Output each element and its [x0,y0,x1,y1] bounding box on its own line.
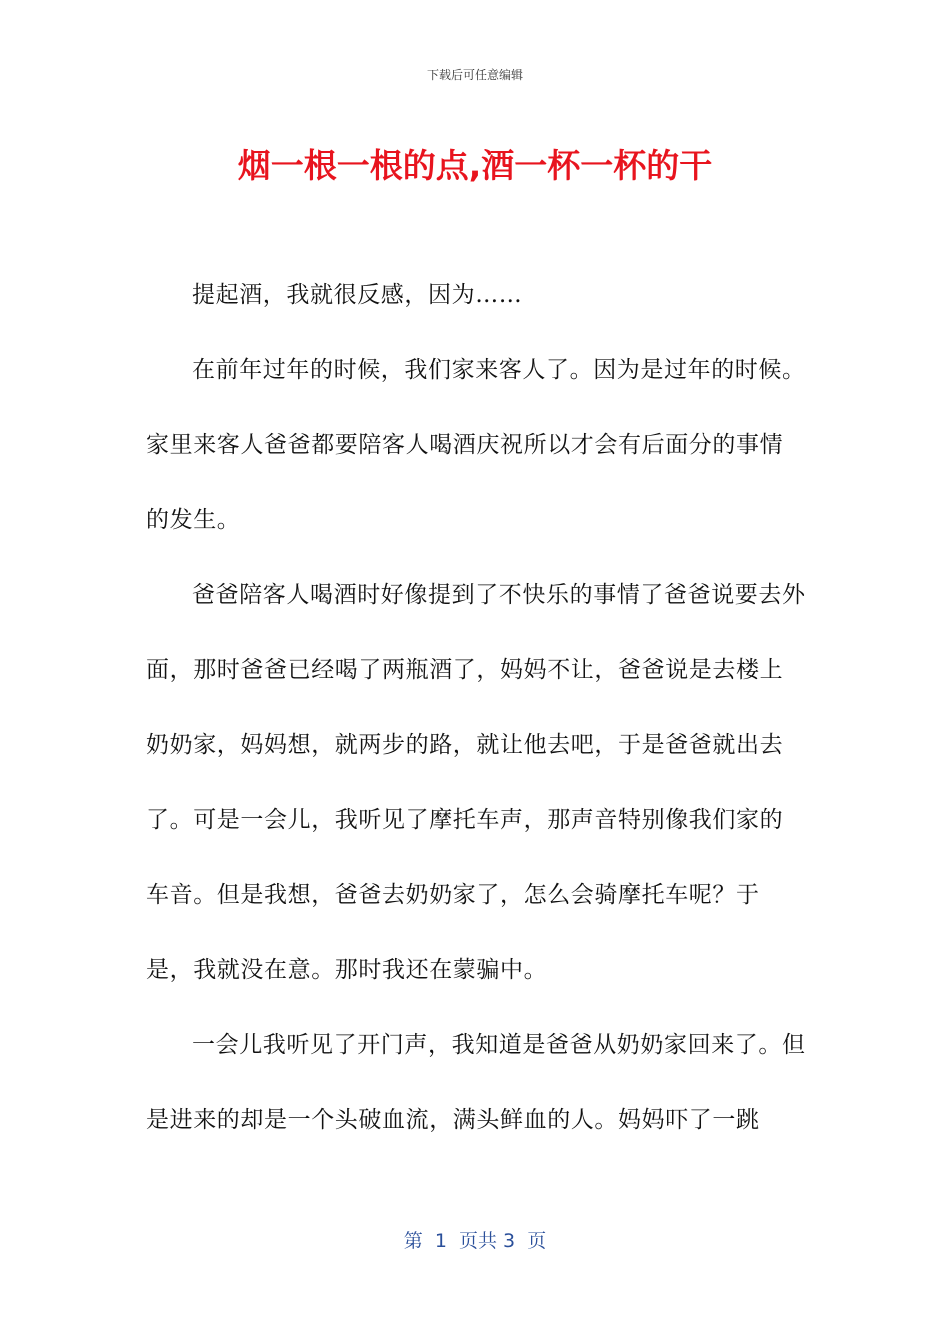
paragraph-4: 一会儿我听见了开门声，我知道是爸爸从奶奶家回来了。但是进来的却是一个头破血流，满头鲜血的人。妈妈吓了一跳 [146,1032,806,1133]
page-number-footer: 第 1 页共 3 页 [403,1230,547,1252]
page-header-note: 下载后可任意编辑 [426,68,523,82]
paragraph-2: 在前年过年的时候，我们家来客人了。因为是过年的时候。家里来客人爸爸都要陪客人喝酒庆祝所以才会有后面分的事情的发生。 [146,357,806,533]
paragraph-1: 提起酒，我就很反感，因为…… [192,282,523,308]
document-title: 烟一根一根的点,酒一杯一杯的干 [237,146,713,185]
paragraph-3: 爸爸陪客人喝酒时好像提到了不快乐的事情了爸爸说要去外面，那时爸爸已经喝了两瓶酒了，妈妈不让，爸爸说是去楼上奶奶家，妈妈想，就两步的路，就让他去吧，于是爸爸就出去了。可是一会儿，我听见了摩托车声，那声音特别像我们家的车音。但是我想，爸爸去奶奶家了，怎么会骑摩托车呢？于是，我就没在意。那时我还在蒙骗中。 [146,582,806,983]
document-body [146,258,806,1158]
